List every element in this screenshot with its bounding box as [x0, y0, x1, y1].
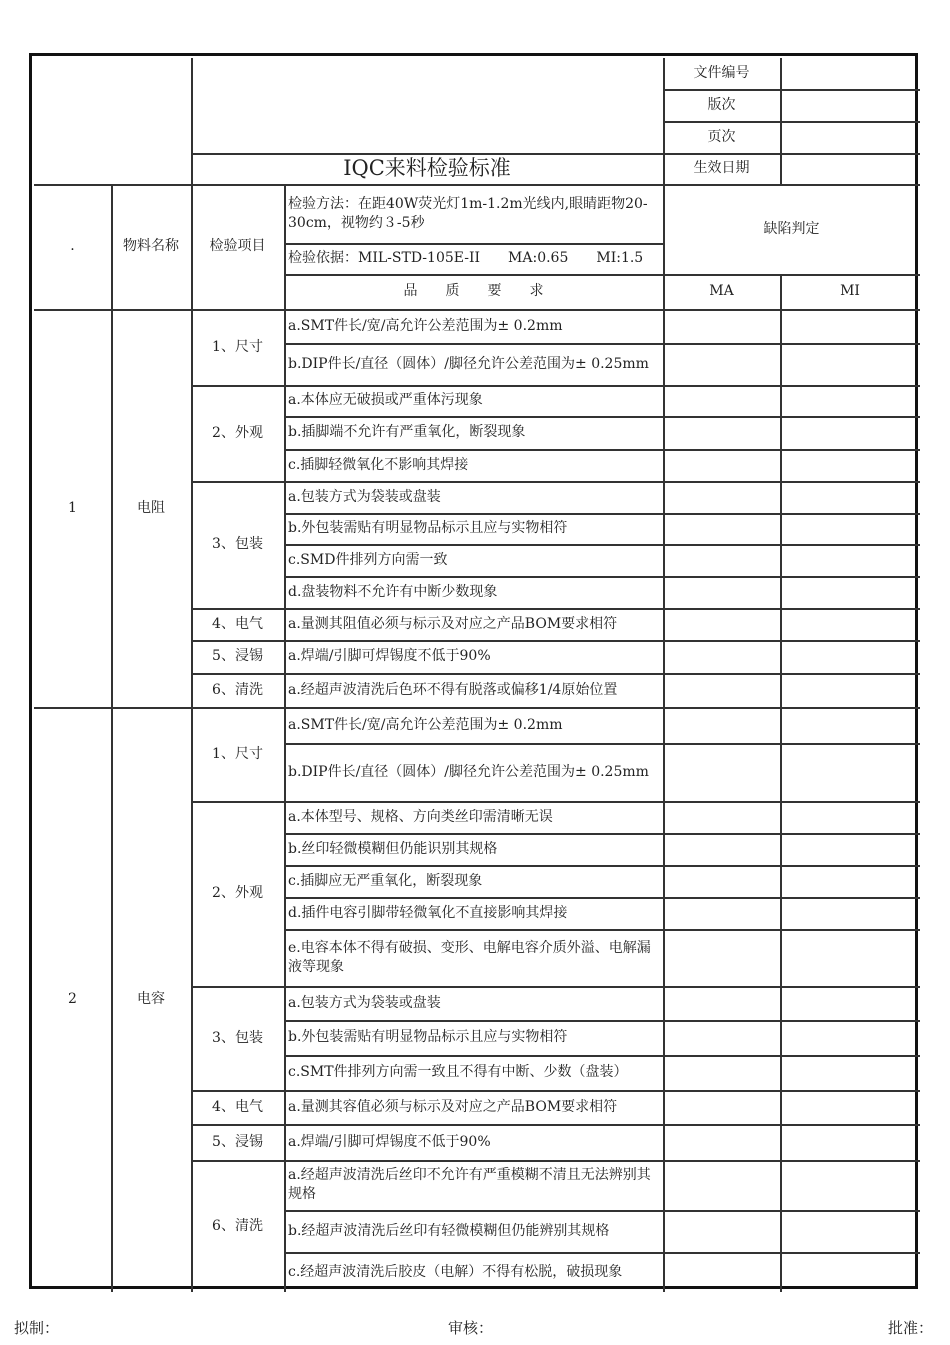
requirement-text: a.包装方式为袋装或盘装 [288, 994, 441, 1011]
requirement-text: d.盘装物料不允许有中断少数现象 [288, 583, 498, 600]
requirement-text: a.焊端/引脚可焊锡度不低于90% [288, 648, 491, 664]
requirement-text: a.量测其容值必须与标示及对应之产品BOM要求相符 [288, 1098, 618, 1115]
requirement-text: c.插脚应无严重氧化，断裂现象 [288, 872, 483, 889]
requirement-text: c.SMT件排列方向需一致且不得有中断、少数（盘装） [288, 1064, 628, 1080]
requirement-text: a.经超声波清洗后丝印不允许有严重模糊不清且无法辨别其规格 [288, 1167, 651, 1202]
header-field-value [780, 153, 920, 184]
material-no: 2 [68, 991, 77, 1007]
header-field-value [780, 121, 920, 153]
requirement-text: b.DIP件长/直径（圆体）/脚径允许公差范围为± 0.25mm [288, 355, 649, 372]
requirement-text: d.插件电容引脚带轻微氧化不直接影响其焊接 [288, 904, 568, 921]
col-header-material: 物料名称 [123, 238, 179, 254]
requirement-text: c.经超声波清洗后胶皮（电解）不得有松脱，破损现象 [288, 1263, 623, 1280]
inspection-item: 4、电气 [212, 615, 263, 632]
header-field-label: 文件编号 [693, 65, 750, 81]
table-rule [663, 274, 665, 1292]
requirement-text: c.插脚轻微氧化不影响其焊接 [288, 456, 469, 473]
requirement-text: b.外包装需贴有明显物品标示且应与实物相符 [288, 1029, 568, 1045]
header-field-value [780, 89, 920, 121]
reviewed-by-label: 审核： [448, 1319, 494, 1337]
requirement-text: b.经超声波清洗后丝印有轻微模糊但仍能辨别其规格 [288, 1222, 610, 1239]
inspection-item: 1、尺寸 [212, 745, 263, 762]
material-name: 电阻 [137, 499, 165, 516]
requirement-text: a.经超声波清洗后色环不得有脱落或偏移1/4原始位置 [288, 681, 618, 698]
col-header-mi: MI [840, 283, 860, 299]
requirement-text: b.DIP件长/直径（圆体）/脚径允许公差范围为± 0.25mm [288, 763, 649, 780]
requirement-text: a.SMT件长/宽/高允许公差范围为± 0.2mm [288, 716, 563, 733]
requirement-text: a.本体型号、规格、方向类丝印需清晰无误 [288, 808, 553, 825]
material-no: 1 [68, 499, 77, 516]
header-field-value [780, 58, 920, 89]
col-header-no: . [70, 238, 75, 254]
requirement-text: a.SMT件长/宽/高允许公差范围为± 0.2mm [288, 317, 563, 334]
inspection-item: 3、包装 [212, 536, 263, 552]
col-header-ma: MA [709, 283, 734, 299]
requirement-text: a.焊端/引脚可焊锡度不低于90% [288, 1133, 491, 1150]
inspection-item: 1、尺寸 [212, 338, 263, 355]
inspection-item: 2、外观 [212, 424, 263, 441]
document-title: IQC来料检验标准 [343, 156, 511, 180]
requirement-text: e.电容本体不得有破损、变形、电解电容介质外溢、电解漏液等现象 [288, 939, 651, 975]
col-header-defect: 缺陷判定 [763, 220, 820, 237]
inspection-item: 3、包装 [212, 1029, 263, 1046]
requirement-text: b.插脚端不允许有严重氧化，断裂现象 [288, 424, 526, 440]
header-field-label: 版次 [707, 96, 736, 113]
material-name: 电容 [137, 991, 165, 1007]
inspection-standard-table [29, 53, 918, 1289]
inspection-basis: 检验依据：MIL-STD-105E-II MA:0.65 MI:1.5 [288, 250, 644, 266]
inspection-item: 5、浸锡 [212, 1133, 263, 1150]
requirement-text: b.外包装需贴有明显物品标示且应与实物相符 [288, 520, 568, 536]
inspection-item: 5、浸锡 [212, 648, 263, 664]
header-field-label: 生效日期 [693, 160, 750, 176]
inspection-item: 6、清洗 [212, 1217, 263, 1234]
requirement-text: c.SMD件排列方向需一致 [288, 551, 448, 568]
header-field-label: 页次 [707, 128, 736, 145]
approved-by-label: 批准： [888, 1319, 934, 1337]
requirement-text: a.本体应无破损或严重体污现象 [288, 392, 483, 408]
inspection-item: 6、清洗 [212, 681, 263, 698]
col-header-item: 检验项目 [209, 238, 266, 254]
col-header-quality: 品 质 要 求 [403, 283, 544, 299]
table-rule [780, 274, 782, 1292]
requirement-text: b.丝印轻微模糊但仍能识别其规格 [288, 840, 498, 857]
drafted-by-label: 拟制： [14, 1319, 60, 1337]
inspection-item: 4、电气 [212, 1098, 263, 1115]
inspection-item: 2、外观 [212, 885, 263, 901]
inspection-method: 检验方法：在距40W荧光灯1m-1.2m光线内,眼睛距物20-30cm，视物约３-5秒 [288, 195, 648, 231]
requirement-text: a.包装方式为袋装或盘装 [288, 488, 441, 505]
requirement-text: a.量测其阻值必须与标示及对应之产品BOM要求相符 [288, 615, 618, 632]
